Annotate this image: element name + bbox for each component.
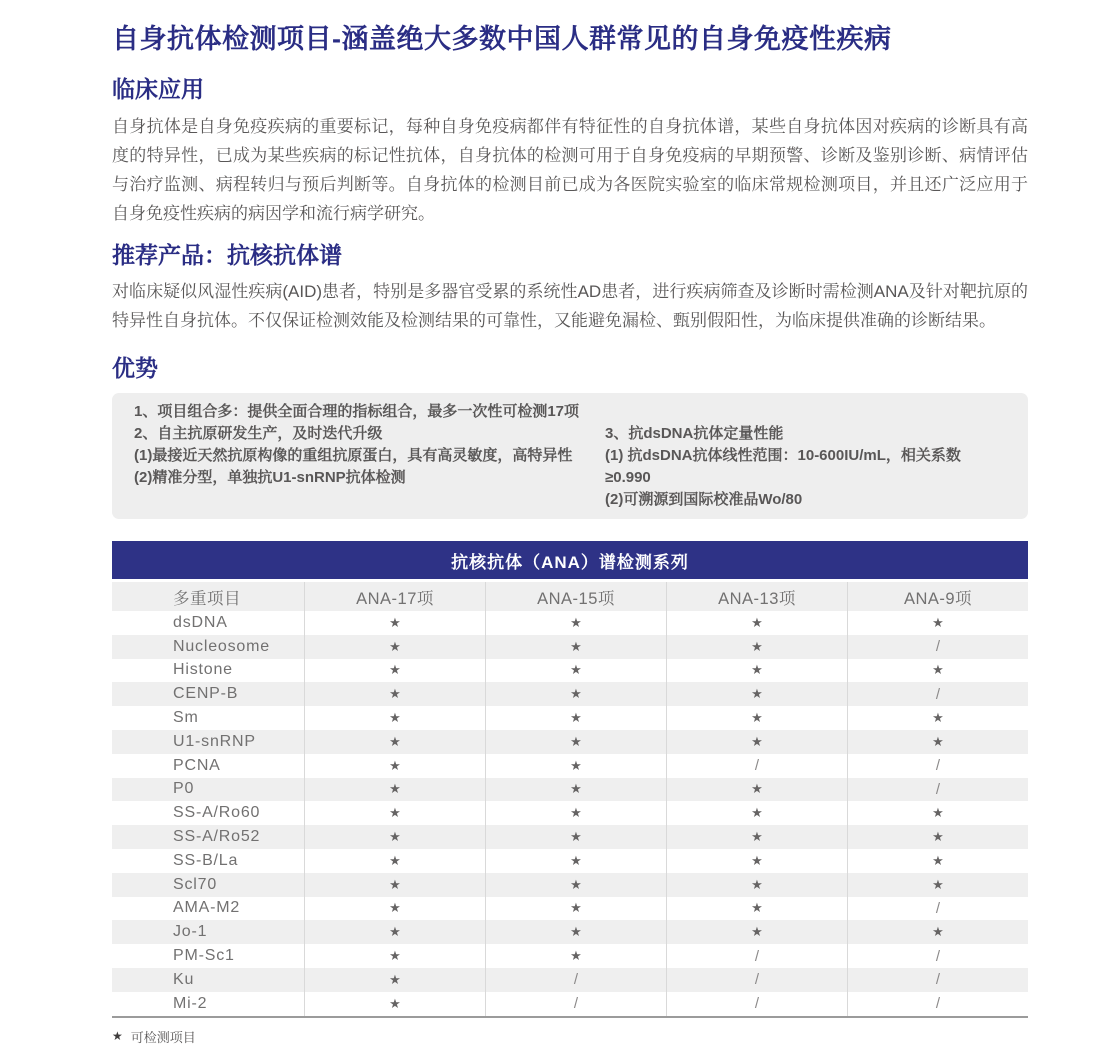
row-label: SS-A/Ro52 xyxy=(112,825,305,849)
row-label: Histone xyxy=(112,659,305,683)
table-row xyxy=(112,706,1028,730)
star-mark: ★ xyxy=(667,897,848,921)
table-row xyxy=(112,992,1028,1016)
star-mark: ★ xyxy=(305,659,486,683)
star-mark: ★ xyxy=(667,635,848,659)
slash-mark: / xyxy=(935,899,941,917)
advantages-box xyxy=(112,393,1028,519)
star-mark: ★ xyxy=(486,825,667,849)
star-mark: ★ xyxy=(667,611,848,635)
advantages-right-column xyxy=(605,423,1006,511)
star-mark: ★ xyxy=(486,897,667,921)
star-mark: ★ xyxy=(932,805,944,821)
star-mark: ★ xyxy=(305,944,486,968)
slash-mark: / xyxy=(935,780,941,798)
advantage-item: (2)可溯源到国际校准品Wo/80 xyxy=(605,491,803,508)
advantages-left-column xyxy=(134,423,605,511)
star-mark: ★ xyxy=(932,924,944,940)
star-mark: ★ xyxy=(305,992,486,1016)
star-mark: ★ xyxy=(932,852,944,868)
table-row xyxy=(112,920,1028,944)
column-header: ANA-15项 xyxy=(486,582,667,611)
star-icon: ★ xyxy=(112,1029,123,1044)
star-mark: ★ xyxy=(305,849,486,873)
star-mark: ★ xyxy=(486,920,667,944)
row-label: Mi-2 xyxy=(112,992,305,1016)
slash-mark: / xyxy=(935,685,941,703)
advantage-item: (1)最接近天然抗原构像的重组抗原蛋白，具有高灵敏度，高特异性 xyxy=(134,447,573,464)
table-title-bar: 抗核抗体（ANA）谱检测系列 xyxy=(112,541,1028,579)
column-header: ANA-17项 xyxy=(305,582,486,611)
star-mark: ★ xyxy=(486,754,667,778)
advantages-columns xyxy=(134,423,1006,511)
star-mark: ★ xyxy=(667,801,848,825)
row-label: dsDNA xyxy=(112,611,305,635)
row-label: AMA-M2 xyxy=(112,897,305,921)
row-label: PM-Sc1 xyxy=(112,944,305,968)
row-label: SS-A/Ro60 xyxy=(112,801,305,825)
row-label: CENP-B xyxy=(112,682,305,706)
star-mark: ★ xyxy=(305,968,486,992)
advantage-item: (2)精准分型，单独抗U1-snRNP抗体检测 xyxy=(134,469,406,486)
slash-mark: / xyxy=(935,638,941,656)
star-mark: ★ xyxy=(486,849,667,873)
star-mark: ★ xyxy=(667,873,848,897)
star-mark: ★ xyxy=(667,778,848,802)
advantage-item: (1) 抗dsDNA抗体线性范围：10-600IU/mL，相关系数≥0.990 xyxy=(605,447,961,486)
slash-mark: / xyxy=(935,947,941,965)
star-mark: ★ xyxy=(667,920,848,944)
star-mark: ★ xyxy=(486,635,667,659)
star-mark: ★ xyxy=(486,801,667,825)
star-mark: ★ xyxy=(932,876,944,892)
star-mark: ★ xyxy=(667,682,848,706)
slash-mark: / xyxy=(667,992,848,1016)
star-mark: ★ xyxy=(486,611,667,635)
table-body xyxy=(112,611,1028,1018)
star-mark: ★ xyxy=(305,754,486,778)
slash-mark: / xyxy=(486,992,667,1016)
table-row xyxy=(112,754,1028,778)
star-mark: ★ xyxy=(305,730,486,754)
row-label: Nucleosome xyxy=(112,635,305,659)
column-header: ANA-13项 xyxy=(667,582,848,611)
clinical-body: 自身抗体是自身免疫疾病的重要标记，每种自身免疫病都伴有特征性的自身抗体谱，某些自身抗体因对疾病的诊断具有高度的特异性，已成为某些疾病的标记性抗体，自身抗体的检测可用于自身免疫病的早期预警、诊断及鉴别诊断、病情评估与治疗监测、病程转归与预后判断等。自身抗体的检测目前已成为各医院实验室的临床常规检测项目，并且还广泛应用于自身免疫性疾病的病因学和流行病学研究。 xyxy=(112,117,1028,223)
column-header: ANA-9项 xyxy=(903,589,973,608)
star-mark: ★ xyxy=(486,730,667,754)
slash-mark: / xyxy=(667,968,848,992)
row-label: P0 xyxy=(112,778,305,802)
star-mark: ★ xyxy=(305,778,486,802)
table-row xyxy=(112,635,1028,659)
star-mark: ★ xyxy=(932,733,944,749)
star-mark: ★ xyxy=(667,706,848,730)
row-label: Jo-1 xyxy=(112,920,305,944)
star-mark: ★ xyxy=(667,825,848,849)
row-label: Scl70 xyxy=(112,873,305,897)
table-row xyxy=(112,659,1028,683)
table-header xyxy=(112,582,1028,611)
advantage-item: 2、自主抗原研发生产，及时迭代升级 xyxy=(134,425,383,442)
table-row xyxy=(112,801,1028,825)
star-mark: ★ xyxy=(932,662,944,678)
row-label: U1-snRNP xyxy=(112,730,305,754)
table-row xyxy=(112,825,1028,849)
table-row xyxy=(112,897,1028,921)
footnote-label: 可检测项目 xyxy=(130,1029,196,1045)
slash-mark: / xyxy=(667,944,848,968)
star-mark: ★ xyxy=(305,873,486,897)
recommended-heading: 推荐产品：抗核抗体谱 xyxy=(112,242,342,268)
slash-mark: / xyxy=(935,971,941,989)
table-row xyxy=(112,944,1028,968)
ana-series-table xyxy=(112,541,1028,1018)
row-label: Sm xyxy=(112,706,305,730)
star-mark: ★ xyxy=(305,682,486,706)
slash-mark: / xyxy=(667,754,848,778)
recommended-body: 对临床疑似风湿性疾病(AID)患者，特别是多器官受累的系统性AD患者，进行疾病筛查及诊断时需检测ANA及针对靶抗原的特异性自身抗体。不仅保证检测效能及检测结果的可靠性，又能避免漏检、甄别假阳性，为临床提供准确的诊断结果。 xyxy=(112,282,1028,330)
advantage-item: 1、项目组合多：提供全面合理的指标组合，最多一次性可检测17项 xyxy=(134,403,580,420)
slash-mark: / xyxy=(486,968,667,992)
star-mark: ★ xyxy=(305,825,486,849)
slash-mark: / xyxy=(935,757,941,775)
page-title: 自身抗体检测项目-涵盖绝大多数中国人群常见的自身免疫性疾病 xyxy=(112,24,892,54)
star-mark: ★ xyxy=(305,611,486,635)
advantages-heading: 优势 xyxy=(112,355,158,381)
table-header-row xyxy=(112,582,1028,611)
star-mark: ★ xyxy=(667,730,848,754)
star-mark: ★ xyxy=(486,659,667,683)
star-mark: ★ xyxy=(486,944,667,968)
table-row xyxy=(112,849,1028,873)
star-mark: ★ xyxy=(932,829,944,845)
column-header: 多重项目 xyxy=(112,582,305,611)
page-content xyxy=(112,0,1028,1046)
star-mark: ★ xyxy=(667,659,848,683)
slash-mark: / xyxy=(935,995,941,1013)
star-mark: ★ xyxy=(932,710,944,726)
star-mark: ★ xyxy=(486,682,667,706)
table-row xyxy=(112,682,1028,706)
star-mark: ★ xyxy=(486,706,667,730)
star-mark: ★ xyxy=(932,614,944,630)
star-mark: ★ xyxy=(305,635,486,659)
row-label: SS-B/La xyxy=(112,849,305,873)
table-row xyxy=(112,730,1028,754)
star-mark: ★ xyxy=(305,801,486,825)
table-footnote xyxy=(112,1027,1028,1046)
star-mark: ★ xyxy=(305,897,486,921)
star-mark: ★ xyxy=(305,706,486,730)
star-mark: ★ xyxy=(305,920,486,944)
table-row xyxy=(112,611,1028,635)
star-mark: ★ xyxy=(486,873,667,897)
table-row xyxy=(112,778,1028,802)
row-label: PCNA xyxy=(112,754,305,778)
row-label: Ku xyxy=(112,968,305,992)
star-mark: ★ xyxy=(486,778,667,802)
table-row xyxy=(112,968,1028,992)
advantage-item: 3、抗dsDNA抗体定量性能 xyxy=(605,425,784,442)
clinical-heading: 临床应用 xyxy=(112,76,204,102)
table-row xyxy=(112,873,1028,897)
star-mark: ★ xyxy=(667,849,848,873)
